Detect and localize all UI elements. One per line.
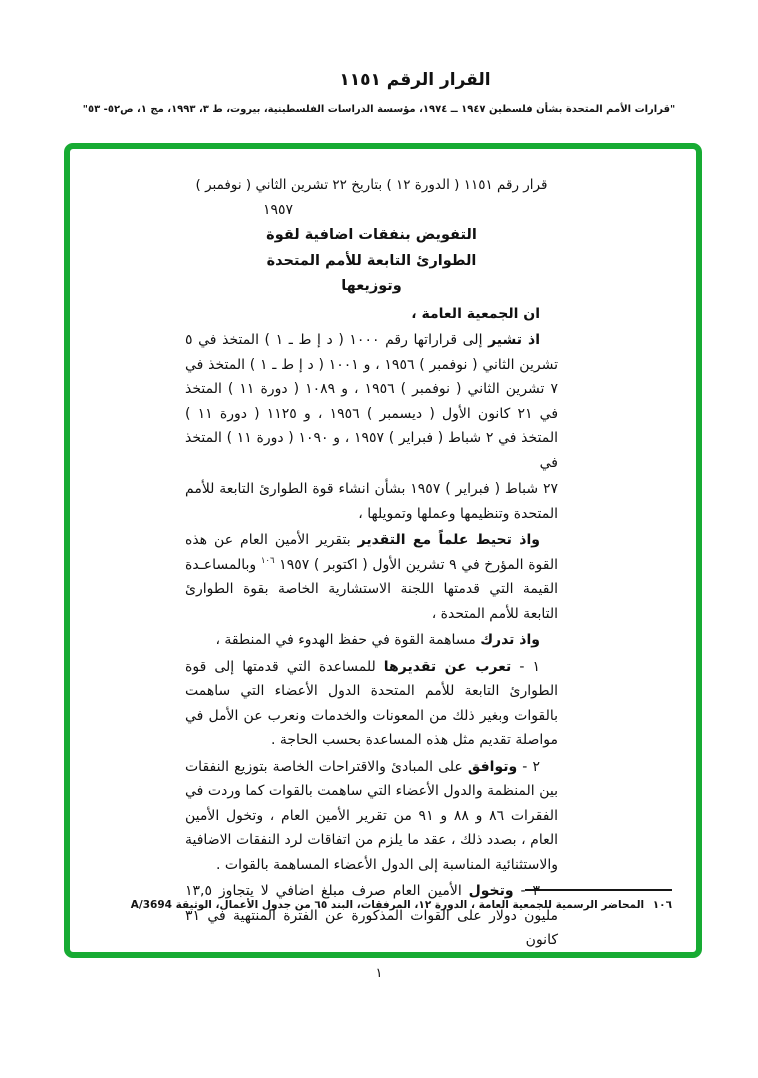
- resolution-heading-line1: قرار رقم ١١٥١ ( الدورة ١٢ ) بتاريخ ٢٢ تشرين الثاني ( نوفمبر ): [195, 177, 548, 193]
- paragraph: اذ تشير إلى قراراتها رقم ١٠٠٠ ( د إ ط ـ ١ ) المتخذ في ٥ تشرين الثاني ( نوفمبر ) ١٩٥٦ ، و ١٠٠١ ( د إ ط ـ ١ ) المتخذ في ٧ تشرين الثاني ( نوفمبر ) ١٩٥٦ ، و ١٠٨٩ ( دورة ١١ ) المتخذ في ٢١ كانون الأول ( ديسمبر ) ١٩٥٦ ، و ١١٢٥ ( دورة ١١ ) المتخذ في ٢ شباط ( فبراير ) ١٩٥٧ ، و ١٠٩٠ ( دورة ١١ ) المتخذ في: [185, 332, 559, 471]
- document-body: [70, 149, 696, 952]
- paragraph: ٢٧ شباط ( فبراير ) ١٩٥٧ بشأن انشاء قوة الطوارئ التابعة للأمم المتحدة وتنظيمها وعملها وتمويلها ،: [185, 481, 558, 522]
- page-title: القرار الرقم ١١٥١: [339, 70, 491, 90]
- page-number: ١: [375, 966, 383, 981]
- paragraphs: [185, 302, 558, 953]
- resolution-heading-year: ١٩٥٧: [262, 202, 294, 218]
- paragraph: ان الجمعية العامة ،: [411, 305, 540, 322]
- source-citation: "قرارات الأمم المتحدة بشأن فلسطين ١٩٤٧ ــ ١٩٧٤، مؤسسة الدراسات الفلسطينية، بيروت، ط ٣، ١٩٩٣، مج ١، ص٥٢- ٥٣": [82, 104, 676, 115]
- paragraph: واذ تحيط علماً مع التقدير بتقرير الأمين العام عن هذه القوة المؤرخ في ٩ تشرين الأول ( اكتوبر ) ١٩٥٧ $^{١٠٦}$ وبالمساعـدة القيمة التي قدمتها اللجنة الاستشارية الخاصة بقوة الطوارئ التابعة للأمم المتحدة ،: [185, 532, 558, 622]
- paragraph: ٣ - وتخول الأمين العام صرف مبلغ اضافي لا يتجاوز ١٣,٥ مليون دولار على القوات المذكورة عن الفترة المنتهية في ٣١ كانون: [185, 883, 558, 948]
- highlight-box: [64, 143, 702, 958]
- paragraph: ٢ - وتوافق على المبادئ والاقتراحات الخاصة بتوزيع النفقات بين المنظمة والدول الأعضاء التي ساهمت بالقوات كما وردت في الفقرات ٨٦ و ٨٨ و ٩١ من تقرير الأمين العام ، وتخول الأمين العام ، بصدد ذلك ، عقد ما يلزم من اتفاقات لرد النفقات الاضافية والاستثنائية المناسبة إلى الدول الأعضاء المساهمة بالقوات .: [185, 758, 558, 873]
- footnote-text: المحاضر الرسمية للجمعية العامة ، الدورة ١٢، المرفقات، البند ٦٥ من جدول الأعمال، الوثيقة A/3694: [130, 899, 645, 911]
- resolution-subject: [185, 223, 558, 300]
- footnote: [131, 899, 672, 911]
- footnote-marker: ١٠٦: [652, 899, 672, 911]
- subject-line: الطوارئ التابعة للأمم المتحدة: [266, 252, 477, 269]
- paragraph: ١ - تعرب عن تقديرها للمساعدة التي قدمتها إلى قوة الطوارئ التابعة للأمم المتحدة الدول الأعضاء التي ساهمت بالقوات وبغير ذلك من المعونات والخدمات ونعرب عن الأمل في مواصلة تقديم مثل هذه المساعدة بحسب الحاجة .: [185, 658, 558, 748]
- subject-line: وتوزيعها: [341, 278, 402, 294]
- footnote-reference: ١٠٦: [260, 555, 275, 566]
- paragraph: واذ تدرك مساهمة القوة في حفظ الهدوء في المنطقة ،: [215, 632, 540, 648]
- footnote-rule: [525, 889, 672, 891]
- subject-line: التفويض بنفقات اضافية لقوة: [266, 227, 477, 243]
